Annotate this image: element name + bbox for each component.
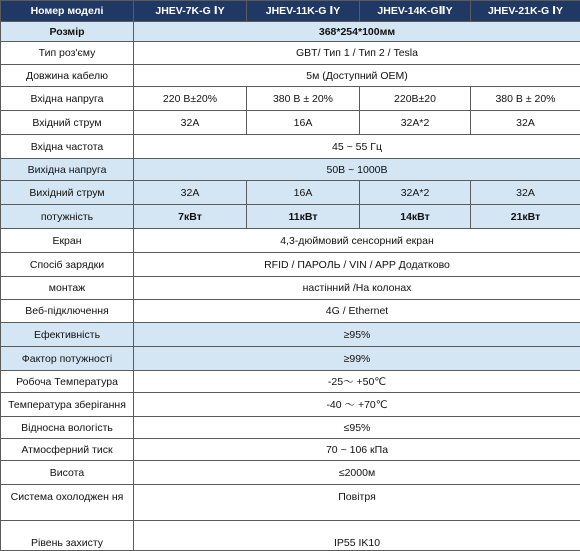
row-size [1, 22, 580, 42]
row-web-connection [1, 300, 580, 323]
header-model-label: Номер моделі [1, 1, 134, 22]
row-atmospheric-pressure [1, 439, 580, 461]
row-label: Вихідний струм [1, 181, 134, 205]
row-value: -25～ +50℃ [134, 371, 580, 393]
row-label: Екран [1, 229, 134, 253]
row-label: Вхідна напруга [1, 87, 134, 111]
row-label: Атмосферний тиск [1, 439, 134, 461]
cell-value: 32А*2 [360, 111, 471, 135]
row-value: -40 ～ +70℃ [134, 393, 580, 417]
row-label: Система охолоджен ня [1, 485, 134, 521]
row-label: Розмір [1, 22, 134, 42]
cell-value: 11кВт [247, 205, 360, 229]
cell-value: 16А [247, 111, 360, 135]
cell-value: 220В±20 [360, 87, 471, 111]
row-value: ≥95% [134, 323, 580, 347]
row-cooling-system [1, 485, 580, 521]
row-value: 70 ~ 106 кПа [134, 439, 580, 461]
row-value: RFID / ПАРОЛЬ / VIN / APP Додатково [134, 253, 580, 277]
cell-value: 32А*2 [360, 181, 471, 205]
row-input-voltage [1, 87, 580, 111]
row-power [1, 205, 580, 229]
row-label: Фактор потужності [1, 347, 134, 371]
row-value: ≤95% [134, 417, 580, 439]
cell-value: 16А [247, 181, 360, 205]
row-value: 368*254*100мм [134, 22, 580, 42]
row-label: Вхідна частота [1, 135, 134, 159]
cell-value: 7кВт [134, 205, 247, 229]
row-altitude [1, 461, 580, 485]
row-cable [1, 65, 580, 87]
row-label: Спосіб зарядки [1, 253, 134, 277]
row-charging-method [1, 253, 580, 277]
row-power-factor [1, 347, 580, 371]
row-input-frequency [1, 135, 580, 159]
row-label: Ефективність [1, 323, 134, 347]
cell-value: 380 В ± 20% [247, 87, 360, 111]
row-humidity [1, 417, 580, 439]
cell-value: 220 В±20% [134, 87, 247, 111]
row-protection-level [1, 521, 580, 551]
row-label: Робоча Температура [1, 371, 134, 393]
row-value: настінний /На колонах [134, 277, 580, 300]
row-value: ≥99% [134, 347, 580, 371]
cell-value: 32А [471, 181, 580, 205]
row-storage-temperature [1, 393, 580, 417]
row-label: Вхідний струм [1, 111, 134, 135]
cell-value: 32А [134, 181, 247, 205]
header-model-21k: JHEV-21K-G ⅠY [471, 1, 580, 22]
cell-value: 14кВт [360, 205, 471, 229]
row-label: Вихідна напруга [1, 159, 134, 181]
row-value: 4G / Ethernet [134, 300, 580, 323]
row-operating-temperature [1, 371, 580, 393]
row-label: Рівень захисту [1, 521, 134, 551]
row-label: потужність [1, 205, 134, 229]
row-label: Відносна вологість [1, 417, 134, 439]
cell-value: 380 В ± 20% [471, 87, 580, 111]
row-value: ≤2000м [134, 461, 580, 485]
row-value: 4,3-дюймовий сенсорний екран [134, 229, 580, 253]
row-output-current [1, 181, 580, 205]
row-value: Повітря [134, 485, 580, 521]
header-model-7k: JHEV-7K-G ⅠY [134, 1, 247, 22]
row-input-current [1, 111, 580, 135]
row-screen [1, 229, 580, 253]
row-label: монтаж [1, 277, 134, 300]
row-connector [1, 42, 580, 65]
cell-value: 32А [134, 111, 247, 135]
row-efficiency [1, 323, 580, 347]
row-label: Веб-підключення [1, 300, 134, 323]
row-output-voltage [1, 159, 580, 181]
cell-value: 32А [471, 111, 580, 135]
row-value: GBT/ Тип 1 / Тип 2 / Tesla [134, 42, 580, 65]
row-label: Тип роз'єму [1, 42, 134, 65]
cell-value: 21кВт [471, 205, 580, 229]
row-label: Температура зберігання [1, 393, 134, 417]
row-value: IP55 IK10 [134, 521, 580, 551]
row-label: Висота [1, 461, 134, 485]
row-value: 45 ~ 55 Гц [134, 135, 580, 159]
row-value: 50В ~ 1000В [134, 159, 580, 181]
header-row [1, 1, 580, 22]
header-model-11k: JHEV-11K-G ⅠY [247, 1, 360, 22]
row-label: Довжина кабелю [1, 65, 134, 87]
row-value: 5м (Доступний OEM) [134, 65, 580, 87]
row-mounting [1, 277, 580, 300]
header-model-14k: JHEV-14K-GⅡY [360, 1, 471, 22]
